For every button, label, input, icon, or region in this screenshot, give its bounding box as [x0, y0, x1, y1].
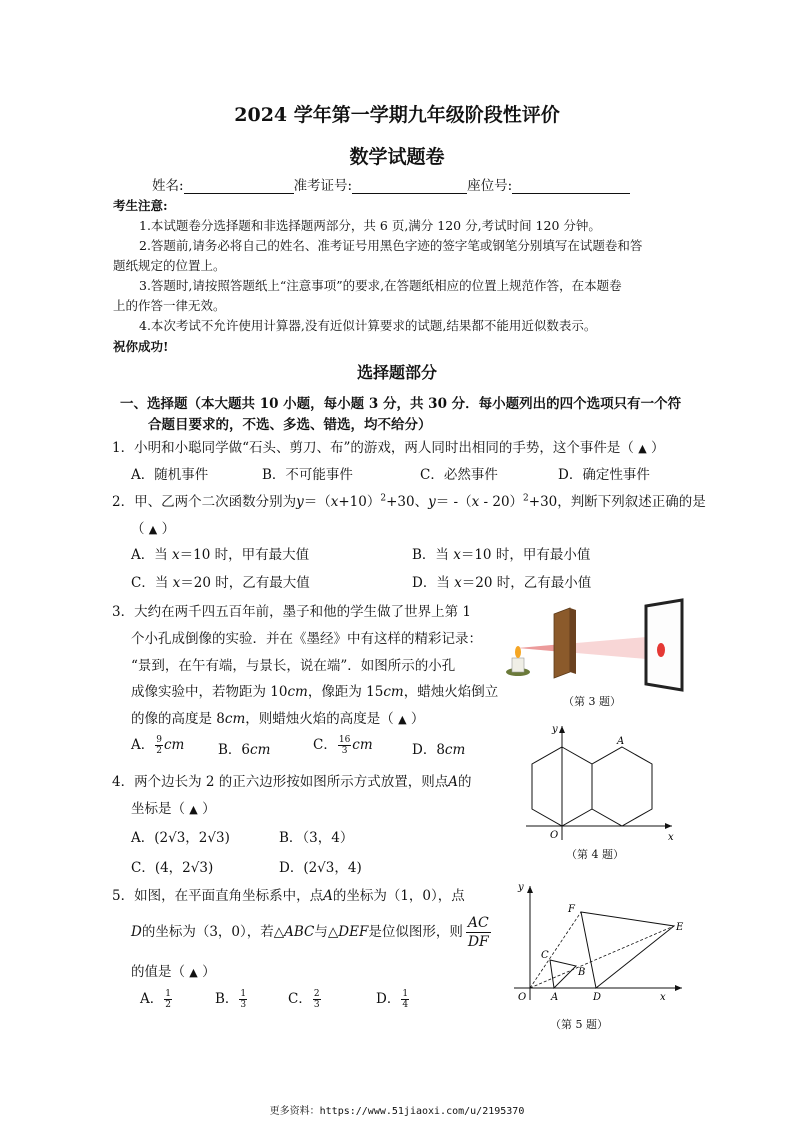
fraction-denominator: 2	[165, 1000, 171, 1010]
q2-option-a[interactable]	[131, 543, 309, 563]
fraction-numerator: 16	[338, 735, 351, 745]
q4-option-b[interactable]: B．（3，4）	[279, 830, 354, 846]
q5-option-label: A．	[140, 991, 164, 1007]
q5-triangle: DEF	[338, 924, 369, 940]
q4-option-c[interactable]: C．(4，2√3)	[131, 860, 214, 876]
exam-no-blank[interactable]	[352, 179, 467, 194]
q3-option-a-fraction	[155, 735, 163, 756]
notice-item-1: 1.本试题卷分选择题和非选择题两部分，共 6 页,满分 120 分,考试时间 120 分钟。	[139, 218, 601, 233]
q2-text: +30、	[386, 494, 429, 510]
q5-line-2	[131, 914, 491, 951]
q5-option-d[interactable]	[376, 987, 410, 1010]
q4-hexagon-figure	[512, 718, 687, 848]
q5-text: 是位似图形，则	[368, 924, 463, 940]
answer-mark: ▲	[638, 442, 647, 455]
q2-option-d[interactable]	[412, 571, 591, 591]
section-instruction-2: 合题目要求的，不选、多选、错选，均不给分）	[148, 417, 432, 433]
q5-ratio-fraction	[466, 914, 491, 951]
label-f: F	[568, 904, 575, 915]
inverted-image	[657, 643, 665, 657]
q3-option-label: B．6	[218, 742, 251, 758]
q4-text: ）	[202, 801, 216, 817]
q2-var: y	[296, 494, 304, 510]
q2-var: x	[172, 575, 181, 591]
exam-no-label: 准考证号:	[293, 178, 353, 194]
q5-option-b-fraction	[239, 989, 247, 1010]
q2-var: x	[453, 547, 461, 563]
q2-option-c[interactable]	[131, 571, 310, 591]
q5-option-a[interactable]	[140, 987, 173, 1010]
q4-text: 坐标是（	[131, 801, 185, 817]
footer-link[interactable]: 更多资料：https://www.51jiaoxi.com/u/2195370	[269, 1106, 525, 1117]
pinhole-board-side	[570, 608, 576, 674]
fig-x-label: x	[668, 832, 674, 843]
q2-text: +30，判断下列叙述正确的是	[528, 494, 706, 510]
notice-item-3a: 3.答题时,请按照答题纸上“注意事项”的要求,在答题纸相应的位置上规范作答，在本题卷	[139, 278, 622, 293]
q3-unit: cm	[163, 737, 185, 753]
notice-heading: 考生注意:	[113, 198, 168, 213]
q2-option-text: A．当	[131, 547, 168, 563]
q5-triangle: ABC	[284, 924, 315, 940]
page-subtitle: 数学试题卷	[349, 146, 445, 168]
q1-option-d[interactable]: D．确定性事件	[558, 467, 650, 483]
q2-option-text: C．当	[131, 575, 169, 591]
q2-option-text: ＝20 时，乙有最小值	[461, 575, 592, 591]
q2-exponent: 2	[380, 493, 387, 504]
notice-item-2b: 题纸规定的位置上。	[113, 258, 226, 273]
q2-var: x	[454, 575, 462, 591]
q3-unit: cm	[383, 684, 404, 700]
notice-item-2a: 2.答题前,请务必将自己的姓名、准考证号用黑色字迹的签字笔或钢笔分别填写在试题卷和答	[139, 238, 643, 253]
q5-text: 的值是（	[131, 964, 185, 980]
q3-option-c[interactable]	[313, 733, 373, 756]
q5-option-label: B．	[215, 991, 239, 1007]
fig-point-a-label: A	[617, 736, 625, 747]
q3-text: ，像距为 15	[307, 684, 384, 700]
q3-option-d[interactable]	[412, 738, 465, 758]
q2-text: +10）	[338, 494, 381, 510]
candle	[512, 658, 524, 672]
q5-option-label: C．	[288, 991, 312, 1007]
fraction-denominator: 2	[156, 746, 162, 756]
q5-caption: （第 5 题）	[550, 1018, 608, 1031]
fraction-denominator: 4	[402, 1000, 409, 1010]
q3-text: ，则蜡烛火焰的高度是（	[245, 711, 394, 727]
label-x: x	[660, 992, 666, 1003]
pinhole-board	[554, 608, 570, 678]
q5-option-c-fraction	[313, 989, 321, 1010]
q5-similar-figure	[506, 876, 690, 1008]
q2-var: x	[330, 494, 339, 510]
label-a: A	[551, 992, 559, 1003]
page-title: 2024 学年第一学期九年级阶段性评价	[234, 104, 560, 126]
q3-text: 成像实验中，若物距为 10	[131, 684, 288, 700]
q1-option-b[interactable]: B．不可能事件	[262, 467, 353, 483]
name-blank[interactable]	[184, 179, 294, 194]
fraction-numerator: 2	[313, 989, 320, 999]
label-e: E	[676, 922, 684, 933]
q3-option-label: A．	[131, 737, 155, 753]
q3-text: ，蜡烛火焰倒立	[403, 684, 499, 700]
section-title: 选择题部分	[356, 363, 437, 382]
q2-option-b[interactable]	[412, 543, 590, 563]
fraction-denominator: 3	[313, 1000, 320, 1010]
q3-line-1: 3．大约在两千四五百年前，墨子和他的学生做了世界上第 1	[112, 604, 471, 620]
screen	[646, 600, 682, 690]
q1-option-c[interactable]: C．必然事件	[420, 467, 498, 483]
q4-text: 的	[458, 774, 472, 790]
q2-option-text: ＝20 时，乙有最大值	[180, 575, 310, 591]
notice-closing: 祝你成功!	[113, 339, 169, 354]
q2-text: - 20）	[479, 494, 524, 510]
q5-text: 与△	[314, 924, 339, 940]
q3-line-2: 个小孔成倒像的实验．并在《墨经》中有这样的精彩记录：	[131, 631, 482, 647]
q2-var: y	[428, 494, 436, 510]
y-axis-arrow	[527, 886, 533, 893]
label-o: O	[518, 992, 527, 1003]
seat-label: 座位号:	[467, 178, 513, 194]
q5-text: 的坐标为（3，0），若△	[141, 924, 285, 940]
answer-mark: ▲	[189, 966, 198, 979]
q3-option-c-fraction	[338, 735, 351, 756]
fraction-numerator: 1	[165, 989, 171, 999]
q5-line-3	[131, 960, 216, 980]
q4-option-a[interactable]: A．(2√3，2√3)	[131, 830, 230, 846]
notice-item-3b: 上的作答一律无效。	[113, 298, 226, 313]
q5-point: A	[323, 888, 333, 904]
q3-option-label: C．	[313, 737, 337, 753]
name-label: 姓名:	[152, 178, 184, 194]
q2-stem	[112, 490, 706, 510]
q4-line-1	[112, 770, 472, 790]
section-instruction-1: 一、选择题（本大题共 10 小题，每小题 3 分，共 30 分．每小题列出的四个选项只有一个符	[120, 396, 682, 412]
q2-option-text: B．当	[412, 547, 449, 563]
triangle-def	[581, 912, 674, 988]
q3-unit: cm	[287, 684, 308, 700]
q5-point: D	[131, 924, 142, 940]
q4-point: A	[448, 774, 459, 790]
fraction-denominator: 3	[341, 746, 348, 756]
q2-text: ＝（	[303, 494, 331, 510]
q5-option-d-fraction	[401, 989, 409, 1010]
q5-option-label: D．	[376, 991, 401, 1007]
candidate-info-row	[152, 174, 630, 194]
hexagon-right	[592, 747, 652, 826]
answer-mark: ▲	[398, 713, 407, 726]
q3-line-4	[131, 680, 498, 700]
seat-blank[interactable]	[512, 179, 630, 194]
q2-exponent: 2	[523, 493, 529, 504]
notice-item-4: 4.本次考试不允许使用计算器,没有近似计算要求的试题,结果都不能用近似数表示。	[139, 318, 597, 333]
q5-option-b[interactable]	[215, 987, 248, 1010]
q4-line-2	[131, 797, 216, 817]
label-c: C	[541, 950, 549, 961]
q5-option-a-fraction	[164, 989, 172, 1010]
q2-var: x	[172, 547, 180, 563]
dash-o-e	[530, 926, 674, 988]
answer-mark: ▲	[148, 523, 158, 536]
q2-option-text: ＝10 时，甲有最大值	[179, 547, 310, 563]
q4-caption: （第 4 题）	[566, 848, 624, 861]
q1-stem	[112, 436, 664, 456]
fraction-denominator: 3	[240, 1000, 247, 1010]
fraction-numerator: 1	[240, 989, 247, 999]
fraction-numerator: 9	[156, 735, 162, 745]
fraction-numerator: AC	[466, 914, 491, 933]
q2-paren-close: ）	[161, 521, 176, 537]
q3-caption: （第 3 题）	[563, 695, 621, 708]
q2-answer-paren	[131, 517, 175, 537]
q3-text: ）	[410, 711, 425, 727]
q3-unit: cm	[444, 742, 466, 758]
q4-option-d[interactable]: D．(2√3，4)	[279, 860, 362, 876]
fig-origin-label: O	[550, 830, 559, 841]
q1-option-a[interactable]: A．随机事件	[131, 467, 209, 483]
q2-var: x	[471, 494, 480, 510]
x-axis-arrow	[665, 823, 672, 829]
q3-pinhole-figure	[496, 598, 690, 698]
q2-option-text: D．当	[412, 575, 450, 591]
q1-stem-end: ）	[650, 440, 665, 456]
q3-unit: cm	[250, 742, 271, 758]
q2-paren-open: （	[131, 521, 145, 537]
q2-option-text: ＝10 时，甲有最小值	[460, 547, 591, 563]
q3-line-3: “景到，在午有端，与景长，说在端”．如图所示的小孔	[131, 658, 456, 674]
q4-text: 4．两个边长为 2 的正六边形按如图所示方式放置，则点	[112, 774, 449, 790]
answer-mark: ▲	[189, 803, 198, 816]
q3-option-b[interactable]	[218, 738, 270, 758]
label-b: B	[578, 967, 586, 978]
x-axis-arrow	[675, 985, 682, 991]
q5-text: 5．如图，在平面直角坐标系中，点	[112, 888, 324, 904]
q5-text: 的坐标为（1，0），点	[332, 888, 465, 904]
q3-line-5	[131, 707, 424, 727]
fraction-numerator: 1	[402, 989, 409, 999]
q2-text: 2．甲、乙两个二次函数分别为	[112, 494, 297, 510]
q3-unit: cm	[224, 711, 246, 727]
q3-option-label: D．8	[412, 742, 445, 758]
candle-flame	[515, 646, 521, 658]
q5-text: ）	[202, 964, 216, 980]
q3-option-a[interactable]	[131, 733, 184, 756]
fraction-denominator: DF	[467, 934, 489, 950]
q1-stem-text: 1．小明和小聪同学做“石头、剪刀、布”的游戏，两人同时出相同的手势，这个事件是（	[112, 440, 634, 456]
fig-y-label: y	[552, 724, 558, 735]
q5-option-c[interactable]	[288, 987, 322, 1010]
q3-unit: cm	[352, 737, 373, 753]
label-d: D	[593, 992, 602, 1003]
label-y: y	[518, 882, 524, 893]
y-axis-arrow	[559, 726, 565, 733]
q3-text: 的像的高度是 8	[131, 711, 225, 727]
q2-text: ＝ -（	[435, 494, 472, 510]
q5-line-1	[112, 884, 465, 904]
